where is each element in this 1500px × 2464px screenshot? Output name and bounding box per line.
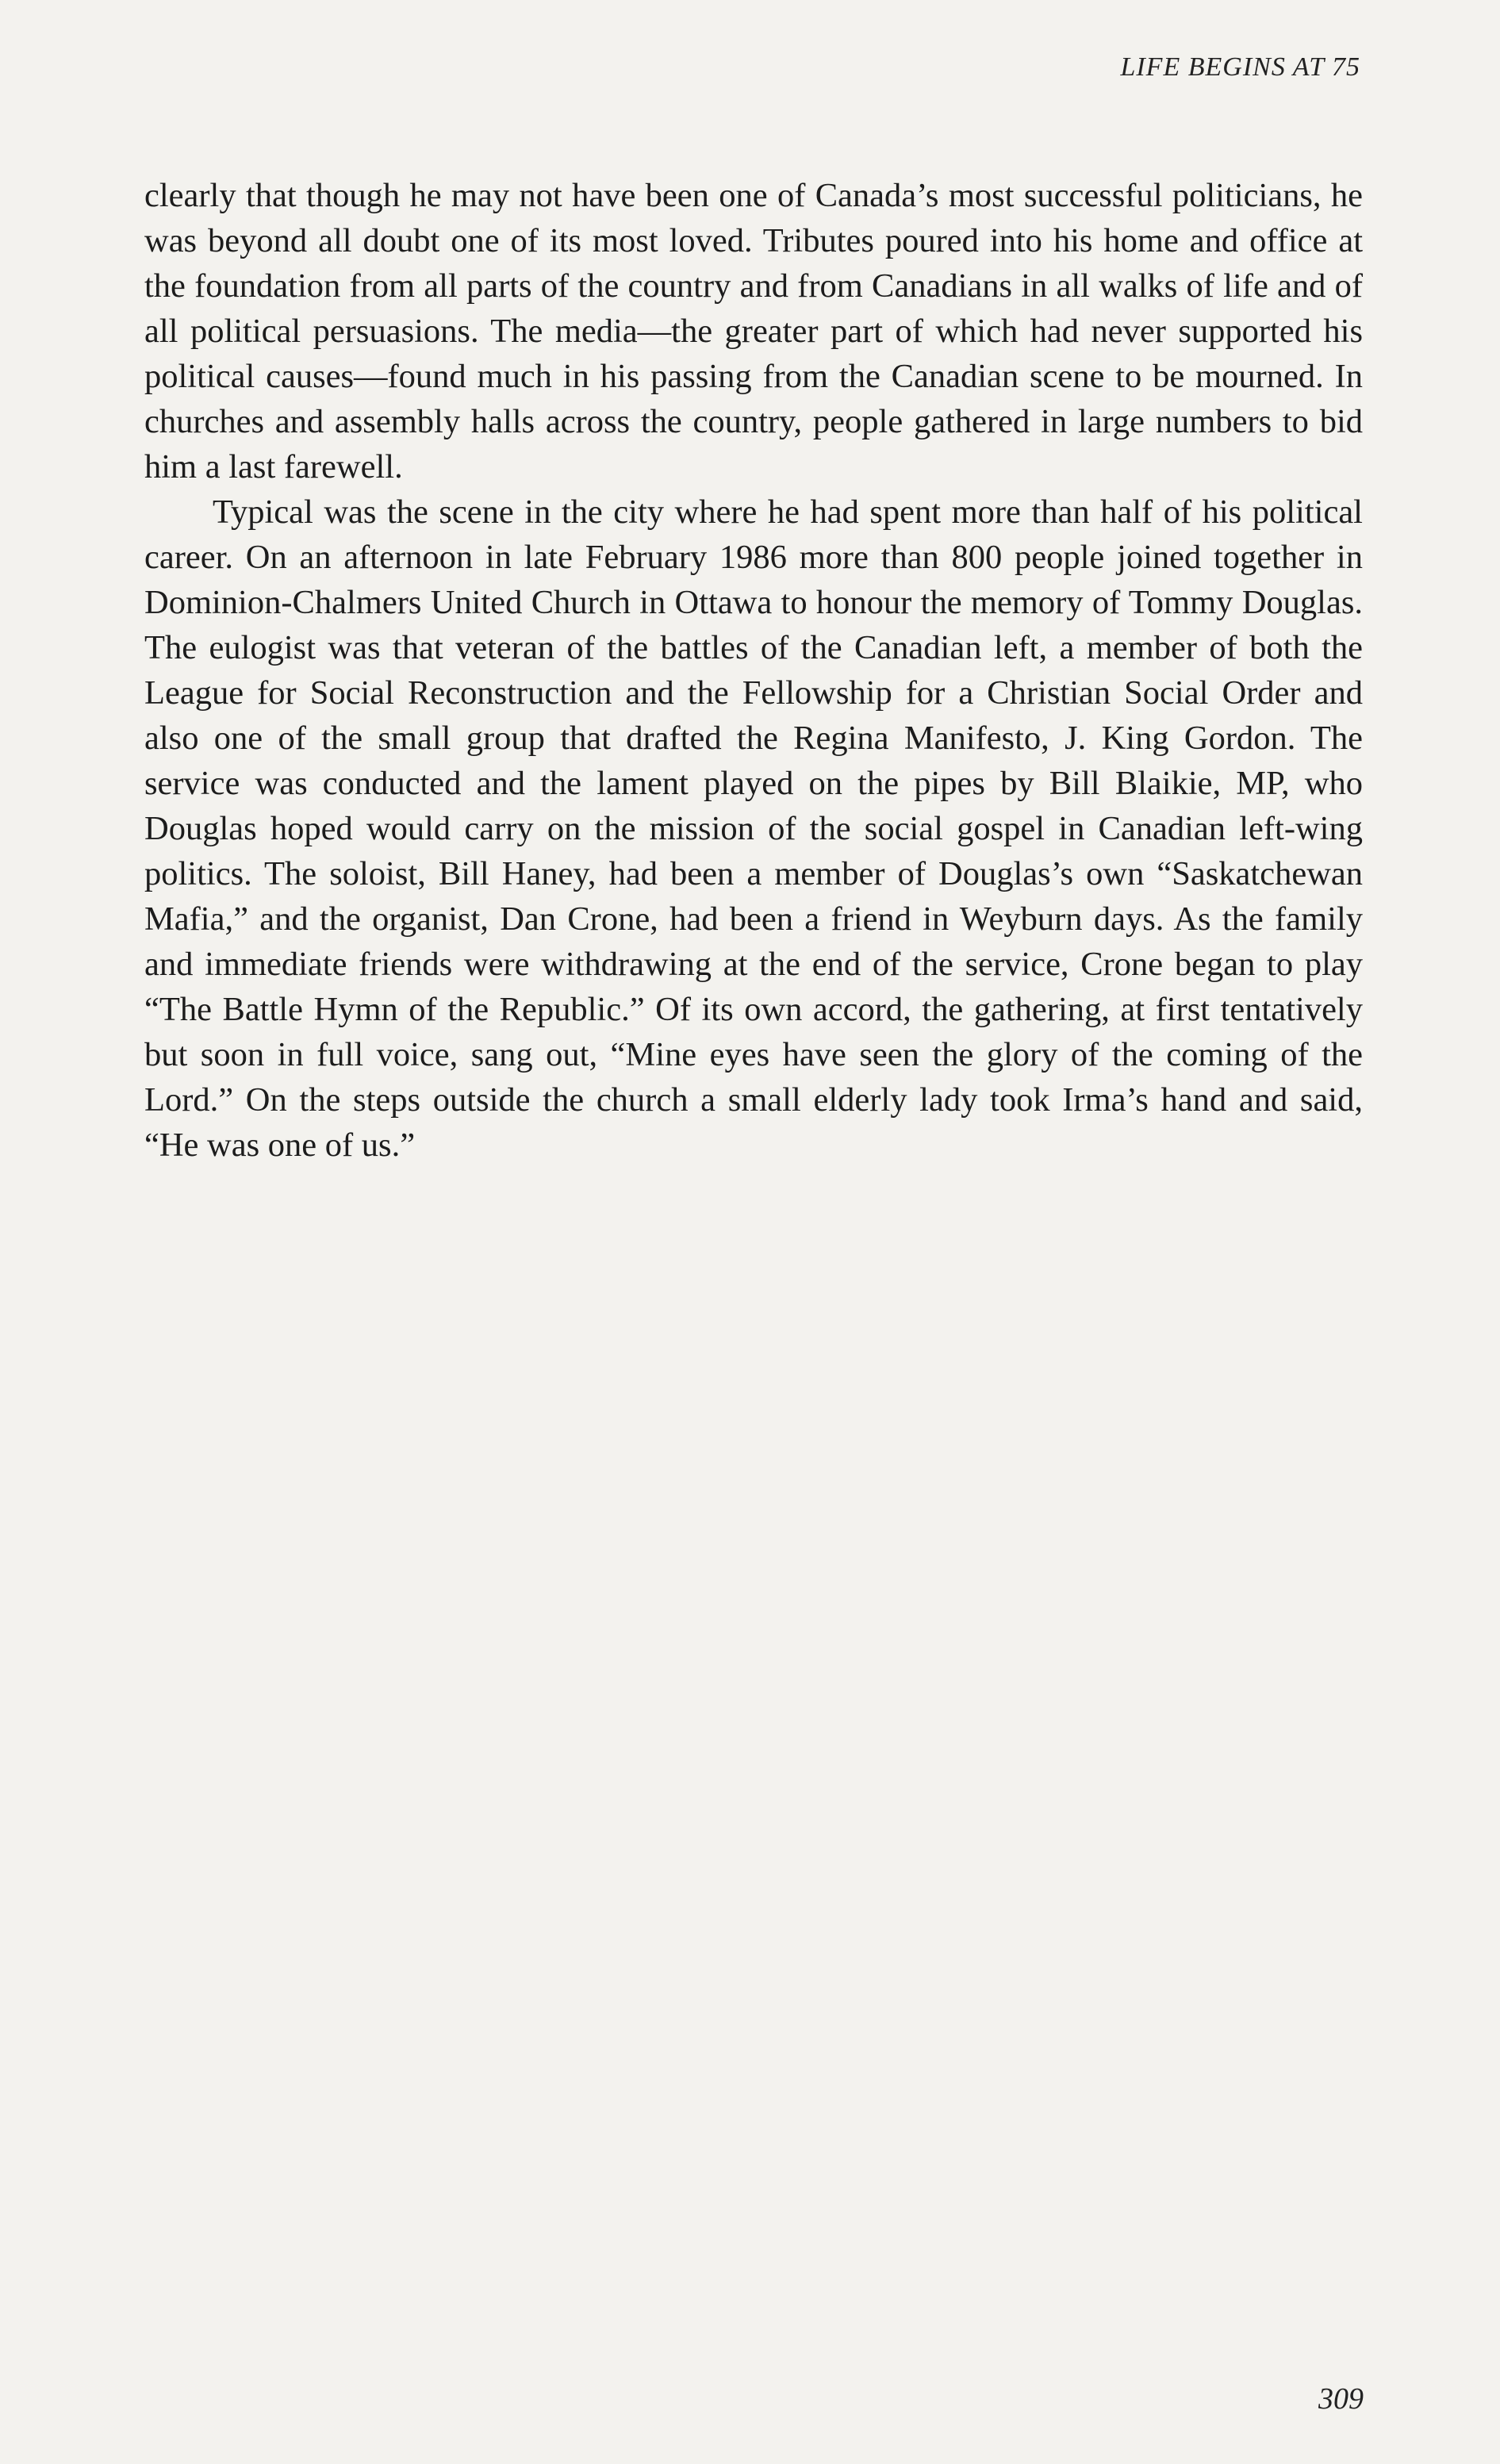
body-text: [144, 173, 1363, 1168]
paragraph-2: Typical was the scene in the city where he had spent more than half of his political career. On an afternoon in late February 1986 more than 800 people joined together in Dominion-Chalmers United Church in Ottawa to honour the memory of Tommy Douglas. The eulogist was that veteran of the battles of the Canadian left, a member of both the League for Social Reconstruction and the Fellowship for a Christian Social Order and also one of the small group that drafted the Regina Manifesto, J. King Gordon. The service was conducted and the lament played on the pipes by Bill Blaikie, MP, who Douglas hoped would carry on the mission of the social gospel in Canadian left-wing politics. The soloist, Bill Haney, had been a member of Douglas’s own “Saskatchewan Mafia,” and the organist, Dan Crone, had been a friend in Weyburn days. As the family and immediate friends were withdrawing at the end of the service, Crone began to play “The Battle Hymn of the Republic.” Of its own accord, the gathering, at first tentatively but soon in full voice, sang out, “Mine eyes have seen the glory of the coming of the Lord.” On the steps outside the church a small elderly lady took Irma’s hand and said, “He was one of us.”: [144, 493, 1363, 1164]
running-head: LIFE BEGINS AT 75: [1120, 52, 1360, 82]
paragraph-1: clearly that though he may not have been one of Canada’s most successful politicians, he was beyond all doubt one of its most loved. Tributes poured into his home and office at the foundation from all parts of the country and from Canadians in all walks of life and of all political persuasions. The media—the greater part of which had never supported his political causes—found much in his passing from the Canadian scene to be mourned. In churches and assembly halls across the country, people gathered in large numbers to bid him a last farewell.: [144, 177, 1363, 486]
page-number: 309: [1318, 2382, 1364, 2416]
